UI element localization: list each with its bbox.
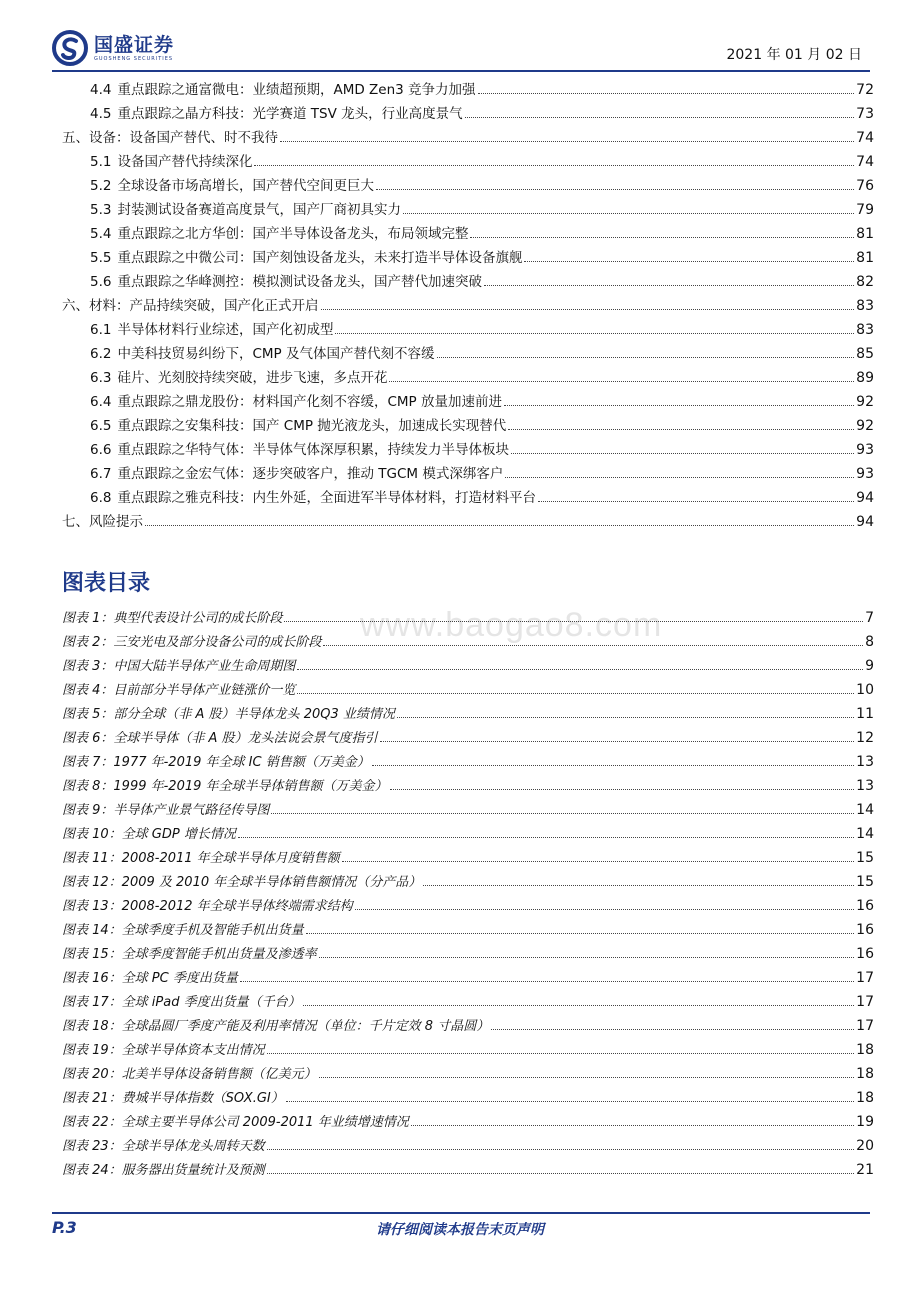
figures-section-title: 图表目录	[62, 571, 151, 596]
dot-leader	[465, 116, 855, 118]
toc-entry-title	[90, 366, 387, 390]
figure-entry[interactable]	[62, 942, 874, 966]
toc-entry-text: 六、材料：产品持续突破，国产化正式开启	[62, 298, 319, 314]
dot-leader	[238, 836, 854, 838]
dot-leader	[397, 716, 854, 718]
toc-entry-page: 94	[856, 490, 874, 506]
toc-entry-number: 6.8	[90, 490, 112, 506]
toc-entry-page: 94	[856, 514, 874, 530]
toc-entry-page: 79	[856, 202, 874, 218]
figure-entry-text: 图表 6：全球半导体（非 A 股）龙头法说会景气度指引	[62, 731, 378, 746]
figure-entry[interactable]	[62, 1014, 874, 1038]
figure-entry-page: 16	[856, 946, 874, 962]
dot-leader	[335, 332, 854, 334]
figure-entry-title	[62, 1063, 317, 1087]
toc-entry-title	[90, 78, 476, 102]
figure-entry-title	[62, 967, 238, 991]
toc-entry-title	[90, 390, 502, 414]
figure-entry-text: 图表 9：半导体产业景气路径传导图	[62, 803, 270, 818]
header-divider	[52, 70, 870, 72]
figure-entry-page: 12	[856, 730, 874, 746]
toc-entry[interactable]	[62, 198, 874, 222]
dot-leader	[511, 452, 854, 454]
dot-leader	[254, 164, 854, 166]
toc-entry-page: 89	[856, 370, 874, 386]
figure-entry-title	[62, 1087, 284, 1111]
figure-entry[interactable]	[62, 654, 874, 678]
figure-entry[interactable]	[62, 702, 874, 726]
figure-entry-title	[62, 607, 282, 631]
toc-entry-text: 设备国产替代持续深化	[117, 154, 253, 170]
toc-entry-text: 重点跟踪之晶方科技：光学赛道 TSV 龙头，行业高度景气	[117, 106, 463, 122]
toc-entry-title	[90, 246, 522, 270]
toc-entry[interactable]	[62, 438, 874, 462]
toc-entry-title	[62, 510, 143, 534]
dot-leader	[423, 884, 854, 886]
dot-leader	[437, 356, 855, 358]
figure-entry-title	[62, 751, 370, 775]
toc-entry-title	[90, 102, 463, 126]
dot-leader	[491, 1028, 854, 1030]
toc-entry-page: 73	[856, 106, 874, 122]
figure-entry-title	[62, 799, 269, 823]
figure-entry-title	[62, 1015, 489, 1039]
figure-entry-title	[62, 703, 395, 727]
toc-entry[interactable]	[62, 486, 874, 510]
toc-entry-text: 重点跟踪之鼎龙股份：材料国产化刻不容缓，CMP 放量加速前进	[117, 394, 502, 410]
toc-entry-page: 92	[856, 394, 874, 410]
figure-entry-text: 图表 17：全球 iPad 季度出货量（千台）	[62, 995, 301, 1010]
dot-leader	[267, 1052, 854, 1054]
dot-leader	[267, 1148, 854, 1150]
toc-entry-title	[90, 270, 482, 294]
figure-entry[interactable]	[62, 774, 874, 798]
toc-entry-number: 6.4	[90, 394, 112, 410]
figure-entry-page: 16	[856, 922, 874, 938]
toc-entry[interactable]	[62, 126, 874, 150]
figure-entry[interactable]	[62, 846, 874, 870]
dot-leader	[524, 260, 854, 262]
toc-entry[interactable]	[62, 510, 874, 534]
toc-entry-page: 81	[856, 250, 874, 266]
brand-logo	[52, 28, 174, 68]
dot-leader	[280, 140, 854, 142]
figure-entry[interactable]	[62, 870, 874, 894]
figure-entry[interactable]	[62, 990, 874, 1014]
figure-entry-title	[62, 871, 421, 895]
dot-leader	[355, 908, 855, 910]
dot-leader	[390, 788, 855, 790]
figure-entry[interactable]	[62, 1038, 874, 1062]
dot-leader	[319, 1076, 854, 1078]
toc-entry-number: 4.5	[90, 106, 112, 122]
toc-entry-number: 6.3	[90, 370, 112, 386]
toc-entry-page: 83	[856, 298, 874, 314]
dot-leader	[478, 92, 855, 94]
toc-entry-title	[90, 414, 506, 438]
toc-entry-number: 5.6	[90, 274, 112, 290]
dot-leader	[286, 1100, 854, 1102]
figure-entry-page: 10	[856, 682, 874, 698]
footer-divider	[52, 1212, 870, 1214]
figure-entry-title	[62, 991, 301, 1015]
figure-entry[interactable]	[62, 1062, 874, 1086]
figure-entry-page: 11	[856, 706, 874, 722]
figure-entry[interactable]	[62, 966, 874, 990]
figure-entry-text: 图表 24：服务器出货量统计及预测	[62, 1163, 265, 1178]
report-date: 2021 年 01 月 02 日	[726, 47, 862, 63]
toc-entry[interactable]	[62, 366, 874, 390]
toc-entry[interactable]	[62, 102, 874, 126]
dot-leader	[504, 404, 854, 406]
dot-leader	[505, 476, 854, 478]
figure-entry[interactable]	[62, 798, 874, 822]
toc-entry-number: 5.3	[90, 202, 112, 218]
toc-entry-title	[90, 462, 503, 486]
figure-entry-title	[62, 919, 304, 943]
page-header	[52, 28, 870, 68]
toc-entry-page: 81	[856, 226, 874, 242]
figure-entry[interactable]	[62, 1134, 874, 1158]
figure-entry[interactable]	[62, 1110, 874, 1134]
figure-entry-text: 图表 1：典型代表设计公司的成长阶段	[62, 611, 283, 626]
dot-leader	[306, 932, 854, 934]
figure-entry[interactable]	[62, 606, 874, 630]
figure-entry-title	[62, 655, 295, 679]
toc-entry-title	[90, 174, 374, 198]
dot-leader	[484, 284, 854, 286]
figure-entry-text: 图表 3：中国大陆半导体产业生命周期图	[62, 659, 296, 674]
figure-entry-text: 图表 19：全球半导体资本支出情况	[62, 1043, 265, 1058]
figure-entry-page: 7	[865, 610, 874, 626]
figure-entry-text: 图表 15：全球季度智能手机出货量及渗透率	[62, 947, 317, 962]
toc-entry[interactable]	[62, 414, 874, 438]
toc-entry-title	[62, 294, 319, 318]
toc-entry-title	[90, 486, 536, 510]
toc-entry-title	[90, 150, 252, 174]
toc-entry[interactable]	[62, 174, 874, 198]
toc-entry-title	[90, 438, 509, 462]
figure-entry-page: 13	[856, 778, 874, 794]
toc-entry[interactable]	[62, 222, 874, 246]
figure-entry[interactable]	[62, 822, 874, 846]
table-of-contents	[62, 78, 874, 534]
toc-entry-number: 6.1	[90, 322, 112, 338]
figure-entry-title	[62, 727, 378, 751]
figure-entry-page: 18	[856, 1090, 874, 1106]
figure-entry[interactable]	[62, 678, 874, 702]
figure-entry-text: 图表 14：全球季度手机及智能手机出货量	[62, 923, 304, 938]
figure-entry-title	[62, 679, 295, 703]
toc-entry-text: 重点跟踪之雅克科技：内生外延，全面进军半导体材料，打造材料平台	[117, 490, 536, 506]
toc-entry[interactable]	[62, 150, 874, 174]
figure-entry-page: 16	[856, 898, 874, 914]
figure-entry-text: 图表 13：2008-2012 年全球半导体终端需求结构	[62, 899, 353, 914]
figure-entry-text: 图表 8：1999 年-2019 年全球半导体销售额（万美金）	[62, 779, 388, 794]
figure-entry-text: 图表 23：全球半导体龙头周转天数	[62, 1139, 265, 1154]
toc-entry-page: 85	[856, 346, 874, 362]
dot-leader	[240, 980, 854, 982]
toc-entry-page: 83	[856, 322, 874, 338]
figure-entry-text: 图表 21：费城半导体指数（SOX.GI）	[62, 1091, 284, 1106]
figure-entry[interactable]	[62, 1086, 874, 1110]
toc-entry[interactable]	[62, 390, 874, 414]
figure-entry-page: 21	[856, 1162, 874, 1178]
figure-entry-title	[62, 1135, 265, 1159]
figure-entry-title	[62, 1039, 265, 1063]
toc-entry-text: 硅片、光刻胶持续突破，进步飞速，多点开花	[117, 370, 388, 386]
toc-entry-number: 6.7	[90, 466, 112, 482]
toc-entry[interactable]	[62, 246, 874, 270]
brand-name-en: GUOSHENG SECURITIES	[94, 55, 174, 62]
toc-entry-number: 6.6	[90, 442, 112, 458]
dot-leader	[411, 1124, 854, 1126]
dot-leader	[376, 188, 854, 190]
figure-entry[interactable]	[62, 726, 874, 750]
figure-entry-title	[62, 943, 317, 967]
dot-leader	[470, 236, 854, 238]
figure-entry-text: 图表 12：2009 及 2010 年全球半导体销售额情况（分产品）	[62, 875, 422, 890]
list-of-figures	[62, 606, 874, 1182]
dot-leader	[267, 1172, 854, 1174]
figure-entry-text: 图表 22：全球主要半导体公司 2009-2011 年业绩增速情况	[62, 1115, 409, 1130]
toc-entry-text: 重点跟踪之安集科技：国产 CMP 抛光液龙头，加速成长实现替代	[117, 418, 507, 434]
dot-leader	[297, 668, 863, 670]
figure-entry-page: 15	[856, 874, 874, 890]
toc-entry-page: 93	[856, 466, 874, 482]
toc-entry-text: 重点跟踪之通富微电：业绩超预期，AMD Zen3 竞争力加强	[117, 82, 476, 98]
dot-leader	[284, 620, 863, 622]
dot-leader	[271, 812, 854, 814]
dot-leader	[342, 860, 855, 862]
figure-entry-text: 图表 7：1977 年-2019 年全球 IC 销售额（万美金）	[62, 755, 370, 770]
figure-entry-title	[62, 1159, 265, 1183]
toc-entry-page: 74	[856, 154, 874, 170]
toc-entry-text: 五、设备：设备国产替代、时不我待	[62, 130, 278, 146]
toc-entry-page: 93	[856, 442, 874, 458]
dot-leader	[389, 380, 854, 382]
figure-entry-page: 19	[856, 1114, 874, 1130]
toc-entry-page: 74	[856, 130, 874, 146]
figure-entry-page: 20	[856, 1138, 874, 1154]
figure-entry-page: 17	[856, 970, 874, 986]
toc-entry-text: 中美科技贸易纠纷下，CMP 及气体国产替代刻不容缓	[117, 346, 435, 362]
toc-entry-number: 5.5	[90, 250, 112, 266]
toc-entry-title	[90, 198, 401, 222]
figure-entry-text: 图表 5：部分全球（非 A 股）半导体龙头 20Q3 业绩情况	[62, 707, 395, 722]
figure-entry-text: 图表 10：全球 GDP 增长情况	[62, 827, 236, 842]
toc-entry-number: 6.5	[90, 418, 112, 434]
toc-entry-number: 5.1	[90, 154, 112, 170]
disclaimer-notice: 请仔细阅读本报告末页声明	[376, 1222, 544, 1238]
figure-entry-page: 14	[856, 802, 874, 818]
watermark: www.baogao8.com	[360, 606, 663, 644]
figure-entry-text: 图表 11：2008-2011 年全球半导体月度销售额	[62, 851, 340, 866]
toc-entry-title	[90, 342, 435, 366]
figure-entry-page: 9	[865, 658, 874, 674]
toc-entry-number: 5.2	[90, 178, 112, 194]
toc-entry-text: 重点跟踪之中微公司：国产刻蚀设备龙头，未来打造半导体设备旗舰	[117, 250, 523, 266]
figure-entry-page: 8	[865, 634, 874, 650]
dot-leader	[145, 524, 854, 526]
figure-entry-title	[62, 775, 388, 799]
toc-entry-page: 82	[856, 274, 874, 290]
figure-entry[interactable]	[62, 630, 874, 654]
toc-entry-number: 5.4	[90, 226, 112, 242]
toc-entry[interactable]	[62, 78, 874, 102]
figure-entry-page: 18	[856, 1042, 874, 1058]
dot-leader	[403, 212, 854, 214]
dot-leader	[538, 500, 854, 502]
page-number: P.3	[52, 1218, 77, 1237]
toc-entry-text: 重点跟踪之华特气体：半导体气体深厚积累，持续发力半导体板块	[117, 442, 509, 458]
toc-entry-title	[90, 222, 468, 246]
brand-name: 国盛证券	[94, 33, 175, 56]
toc-entry-text: 重点跟踪之金宏气体：逐步突破客户，推动 TGCM 模式深绑客户	[117, 466, 504, 482]
toc-entry-text: 全球设备市场高增长，国产替代空间更巨大	[117, 178, 374, 194]
toc-entry[interactable]	[62, 318, 874, 342]
dot-leader	[297, 692, 854, 694]
figure-entry[interactable]	[62, 918, 874, 942]
dot-leader	[323, 644, 863, 646]
dot-leader	[508, 428, 854, 430]
toc-entry[interactable]	[62, 342, 874, 366]
figure-entry[interactable]	[62, 894, 874, 918]
figure-entry-page: 13	[856, 754, 874, 770]
dot-leader	[319, 956, 854, 958]
figure-entry-page: 14	[856, 826, 874, 842]
figure-entry-text: 图表 2：三安光电及部分设备公司的成长阶段	[62, 635, 322, 650]
toc-entry-number: 6.2	[90, 346, 112, 362]
dot-leader	[303, 1004, 855, 1006]
figure-entry-title	[62, 1111, 409, 1135]
figure-entry-title	[62, 847, 340, 871]
toc-entry-page: 92	[856, 418, 874, 434]
toc-entry-text: 重点跟踪之北方华创：国产半导体设备龙头，布局领域完整	[117, 226, 469, 242]
figure-entry-page: 17	[856, 1018, 874, 1034]
figure-entry-page: 18	[856, 1066, 874, 1082]
guosheng-logo-icon	[52, 30, 88, 66]
toc-entry[interactable]	[62, 294, 874, 318]
figure-entry-title	[62, 895, 353, 919]
figure-entry-text: 图表 18：全球晶圆厂季度产能及利用率情况（单位：千片定效 8 寸晶圆）	[62, 1019, 490, 1034]
figure-entry-text: 图表 4：目前部分半导体产业链涨价一览	[62, 683, 296, 698]
figure-entry-text: 图表 20：北美半导体设备销售额（亿美元）	[62, 1067, 317, 1082]
figure-entry-title	[62, 823, 236, 847]
dot-leader	[321, 308, 855, 310]
toc-entry-text: 七、风险提示	[62, 514, 143, 530]
figure-entry-page: 15	[856, 850, 874, 866]
dot-leader	[372, 764, 854, 766]
figure-entry[interactable]	[62, 750, 874, 774]
figure-entry-title	[62, 631, 321, 655]
toc-entry-text: 半导体材料行业综述，国产化初成型	[117, 322, 334, 338]
figure-entry-text: 图表 16：全球 PC 季度出货量	[62, 971, 238, 986]
toc-entry[interactable]	[62, 270, 874, 294]
toc-entry-title	[62, 126, 278, 150]
toc-entry[interactable]	[62, 462, 874, 486]
figure-entry[interactable]	[62, 1158, 874, 1182]
toc-entry-page: 76	[856, 178, 874, 194]
toc-entry-title	[90, 318, 333, 342]
dot-leader	[380, 740, 855, 742]
figure-entry-page: 17	[856, 994, 874, 1010]
toc-entry-number: 4.4	[90, 82, 112, 98]
toc-entry-page: 72	[856, 82, 874, 98]
toc-entry-text: 封装测试设备赛道高度景气，国产厂商初具实力	[117, 202, 401, 218]
toc-entry-text: 重点跟踪之华峰测控：模拟测试设备龙头，国产替代加速突破	[117, 274, 482, 290]
